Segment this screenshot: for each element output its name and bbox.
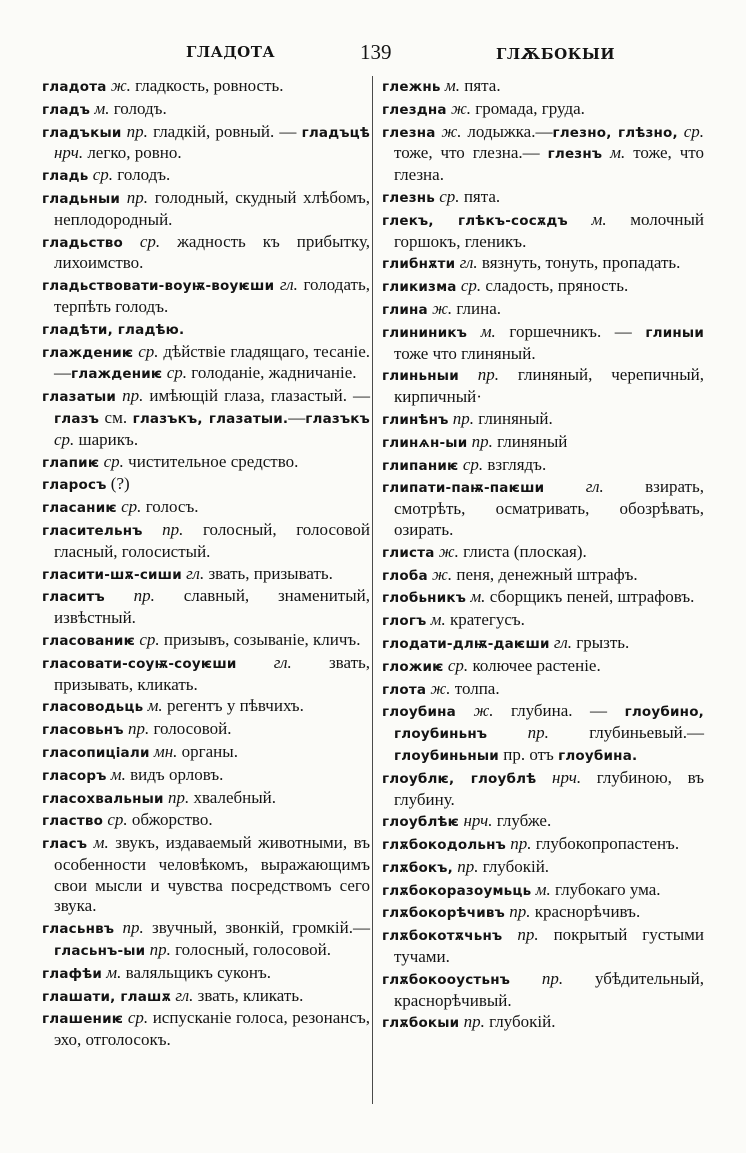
definition-text: тоже, что глезна. [394, 143, 704, 185]
grammar-label: ср. [677, 121, 705, 141]
definition-text: тоже что глиняный. [394, 343, 536, 363]
definition-text: испусканіе голоса, резонансъ, эхо, отголосокъ. [54, 1008, 370, 1050]
dictionary-entry [42, 452, 370, 474]
headword: глоубино, глоубиньнъ [394, 704, 704, 743]
definition-text: хвалебный. [189, 787, 277, 807]
headword: гласаниѥ [42, 500, 117, 517]
grammar-label: ж. [427, 564, 453, 584]
headword: гласитъ [42, 589, 105, 606]
dictionary-entry [42, 986, 370, 1008]
definition-text: громада, груда. [471, 98, 585, 118]
definition-text: голосовой. [149, 719, 232, 739]
grammar-label: пр. [506, 834, 532, 854]
dictionary-entry [42, 918, 370, 962]
definition-text: грызть. [571, 632, 630, 652]
grammar-label: гл. [274, 275, 298, 295]
headword: гласьнъ-ыи [54, 943, 146, 960]
dictionary-entry [382, 299, 704, 321]
headword: гладьныи [42, 190, 121, 207]
headword: глѫбокодольнъ [382, 837, 507, 854]
dictionary-entry [42, 497, 370, 519]
headword: глазъкъ, глазатыи. [132, 410, 289, 427]
headword: глипати-паѭ-паѥши [382, 480, 545, 497]
grammar-label: гл. [549, 632, 572, 652]
headword: гладъкыи [42, 124, 122, 141]
grammar-label: пр. [114, 918, 144, 938]
grammar-label: пр. [142, 519, 184, 539]
definition-text: гладкій, ровный. — [147, 121, 302, 141]
dictionary-entry [382, 322, 704, 365]
headword: гладь [42, 168, 89, 185]
definition-text: голодный, скудный хлѣбомъ, неплодородный. [54, 187, 371, 229]
dictionary-entry [382, 633, 704, 655]
headword: глезнъ [547, 146, 603, 163]
grammar-label: гл. [236, 652, 292, 672]
dictionary-entry [382, 409, 704, 431]
headword: гласительнъ [42, 522, 143, 539]
grammar-label: пр. [458, 365, 499, 385]
grammar-label: пр. [452, 856, 479, 876]
dictionary-entry [382, 610, 704, 632]
definition-text: гладкость, ровность. [130, 76, 284, 95]
grammar-label: ср. [435, 186, 460, 206]
definition-text: глубже. [492, 811, 552, 831]
grammar-label: пр. [467, 431, 493, 451]
grammar-label: ж. [435, 121, 462, 141]
definition-text: регентъ у пѣвчихъ. [162, 696, 304, 716]
headword: гласохвальныи [42, 790, 164, 807]
grammar-label: пр. [487, 723, 549, 743]
dictionary-entry [42, 653, 370, 696]
grammar-label: м. [567, 209, 607, 229]
dictionary-entry [42, 833, 370, 917]
definition-text: звать, призывать. [204, 563, 333, 583]
headword: глипаниѥ [382, 457, 459, 474]
definition-text: краснорѣчивъ. [530, 902, 641, 922]
grammar-label: нрч. [459, 811, 493, 831]
headword: глездна [382, 101, 447, 118]
grammar-label: м. [466, 587, 486, 607]
definition-text: вязнуть, тонуть, пропадать. [477, 253, 681, 273]
dictionary-entry [42, 520, 370, 563]
headword: глашати, глашѫ [42, 988, 172, 1005]
headword: гларосъ [42, 477, 107, 494]
grammar-label: нрч. [54, 143, 84, 163]
definition-text: — [288, 407, 306, 427]
dictionary-entry [382, 76, 704, 98]
grammar-label: ср. [122, 231, 161, 251]
dictionary-entry [382, 701, 704, 766]
dictionary-entry [42, 742, 370, 764]
running-head [0, 40, 746, 70]
definition-text: голосный, голосовой гласный, голосистый. [54, 519, 370, 561]
headword: глиста [382, 544, 435, 561]
definition-text: горшечникъ. — [495, 321, 646, 341]
running-head-right: ГЛѪБОКЫИ [496, 45, 616, 63]
page-number: 139 [360, 40, 392, 64]
headword: гладьствовати-воуѭ-воуѥши [42, 278, 275, 295]
dictionary-entry [382, 679, 704, 701]
definition-text: глубина. — [493, 701, 625, 721]
headword: глибнѫти [382, 256, 456, 273]
dictionary-entry [382, 477, 704, 540]
dictionary-entry [382, 969, 704, 1012]
definition-text: пеня, денежный штрафъ. [452, 564, 638, 584]
left-column [42, 76, 370, 1052]
dictionary-entry [42, 765, 370, 787]
dictionary-entry [42, 810, 370, 832]
definition-text: шарикъ. [74, 429, 139, 449]
headword: глиньныи [382, 368, 459, 385]
grammar-label: пр. [121, 121, 148, 141]
definition-text: голосный, голосовой. [170, 940, 332, 960]
headword: глоубина. [558, 747, 638, 764]
column-divider [372, 76, 373, 1104]
dictionary-entry [42, 342, 370, 386]
definition-text: покрытый густыми тучами. [394, 925, 704, 967]
headword: глезнь [382, 189, 436, 206]
grammar-label: пр. [104, 586, 155, 606]
grammar-label: ж. [434, 541, 459, 561]
definition-text: взглядъ. [483, 454, 547, 474]
definition-text: легко, ровно. [83, 143, 182, 163]
definition-text: голосъ. [141, 497, 199, 517]
headword: гложиѥ [382, 658, 444, 675]
grammar-label: м. [531, 879, 551, 899]
headword: глота [382, 681, 427, 698]
definition-text: звать, призывать, кликать. [54, 652, 371, 694]
dictionary-entry [382, 880, 704, 902]
definition-text: тоже, что глезна.— [394, 143, 548, 163]
definition-text: жадность къ прибытку, лихоимство. [54, 231, 370, 273]
definition-text: (?) [106, 474, 130, 494]
dictionary-entry [382, 187, 704, 209]
dictionary-entry [382, 925, 704, 968]
headword: глѫбокъ, [382, 859, 453, 876]
grammar-label: м. [467, 321, 496, 341]
grammar-label: ср. [162, 363, 188, 383]
dictionary-entry [382, 834, 704, 856]
definition-text: славный, знаменитый, извѣстный. [54, 586, 370, 628]
grammar-label: ср. [88, 165, 114, 185]
running-head-left: ГЛАДОТА [186, 43, 276, 61]
grammar-label: пр. [163, 787, 190, 807]
definition-text: валяльщикъ суконъ. [121, 962, 272, 982]
headword: глѫбокыи [382, 1015, 460, 1032]
grammar-label: ж. [427, 298, 453, 318]
headword: глѫбокотѫчьнъ [382, 928, 503, 945]
grammar-label: м. [602, 143, 626, 163]
headword: гласъ [42, 836, 88, 853]
dictionary-entry [42, 564, 370, 586]
dictionary-entry [382, 276, 704, 298]
grammar-label: м. [90, 98, 110, 118]
headword: гласоръ [42, 767, 107, 784]
grammar-label: пр. [120, 187, 149, 207]
headword: гласьнвъ [42, 921, 115, 938]
definition-text: толпа. [450, 678, 500, 698]
headword: глинѣнъ [382, 411, 449, 428]
definition-text: звать, кликать. [193, 985, 304, 1005]
headword: глоублѣѥ [382, 814, 460, 831]
headword: гласовати-соуѭ-соуѥши [42, 655, 237, 672]
definition-text: лодыжка.— [461, 121, 553, 141]
dictionary-entry [42, 99, 370, 121]
headword: глоба [382, 567, 428, 584]
definition-text: колючее растеніе. [468, 655, 601, 675]
headword: глашениѥ [42, 1011, 124, 1028]
definition-text: пр. отъ [498, 744, 559, 764]
headword: глафѣи [42, 965, 103, 982]
grammar-label: ср. [456, 276, 482, 296]
dictionary-entry [42, 963, 370, 985]
right-column [382, 76, 704, 1035]
dictionary-entry [382, 857, 704, 879]
grammar-label: м. [440, 76, 460, 95]
grammar-label: пр. [123, 719, 150, 739]
definition-text: убѣдительный, краснорѣчивый. [394, 968, 704, 1010]
grammar-label: ср. [103, 810, 128, 830]
headword: гласити-шѫ-сиши [42, 566, 182, 583]
definition-text: молочный горшокъ, гленикъ. [394, 209, 704, 251]
definition-text: глубокаго ума. [550, 879, 661, 899]
definition-text: глиняный, черепичный, кирпичный· [394, 365, 704, 407]
definition-text: глубокій. [478, 856, 550, 876]
headword: глиныи [645, 324, 704, 341]
grammar-label: ср. [116, 497, 142, 517]
definition-text: обжорство. [127, 810, 213, 830]
dictionary-entry [382, 253, 704, 275]
grammar-label: ср. [443, 655, 469, 675]
grammar-label: ср. [99, 451, 124, 471]
grammar-label: гл. [455, 253, 478, 273]
grammar-label: м. [87, 833, 109, 853]
definition-text: звучный, звонкій, громкій.— [143, 918, 371, 938]
headword: глапиѥ [42, 454, 100, 471]
definition-text: глубиньевый.— [548, 723, 704, 743]
headword: гласоводьць [42, 699, 144, 716]
headword: гладѣти, гладѣю. [42, 321, 185, 338]
definition-text: видъ орловъ. [125, 764, 224, 784]
grammar-label: пр. [145, 940, 171, 960]
headword: глезна [382, 124, 436, 141]
grammar-label: пр. [502, 925, 539, 945]
definition-text: голодъ. [113, 165, 171, 185]
headword: глезно, глѣзно, [552, 124, 678, 141]
headword: гладота [42, 79, 107, 95]
dictionary-entry [42, 165, 370, 187]
headword: глѫбокорѣчивъ [382, 905, 505, 922]
dictionary-entry [382, 99, 704, 121]
dictionary-entry [382, 542, 704, 564]
definition-text: звукъ, издаваемый животными, въ особенности человѣкомъ, выражающимъ свои мысли и чувства посредствомъ сего звука. [54, 833, 370, 916]
definition-text: глиняный [492, 431, 568, 451]
grammar-label: пр. [116, 386, 144, 406]
headword: гластво [42, 813, 104, 830]
dictionary-entry [382, 565, 704, 587]
grammar-label: ж. [106, 76, 131, 95]
definition-text: глубокій. [484, 1012, 556, 1032]
dictionary-entry [42, 232, 370, 275]
definition-text: пята. [459, 186, 501, 206]
definition-text: глина. [452, 298, 502, 318]
definition-text: голодать, терпѣть голодъ. [54, 275, 370, 316]
headword: глоублѥ, глоублѣ [382, 770, 537, 787]
definition-text: глубокопропастенъ. [531, 834, 680, 854]
headword: глѫбокооустьнъ [382, 971, 511, 988]
definition-text: см. [99, 407, 133, 427]
grammar-label: гл. [181, 563, 205, 583]
definition-text: глиста (плоская). [458, 541, 587, 561]
grammar-label: нрч. [536, 767, 582, 787]
headword: глежнь [382, 79, 441, 95]
dictionary-entry [382, 1012, 704, 1034]
headword: гладъ [42, 101, 91, 118]
dictionary-entry [42, 275, 370, 318]
dictionary-entry [42, 696, 370, 718]
headword: глобьникъ [382, 590, 467, 607]
definition-text: имѣющій глаза, глазастый. — [143, 386, 370, 406]
headword: гласованиѥ [42, 632, 136, 649]
grammar-label: м. [426, 610, 446, 630]
dictionary-entry [382, 432, 704, 454]
dictionary-entry [382, 210, 704, 253]
dictionary-entry [42, 76, 370, 98]
grammar-label: ж. [455, 701, 494, 721]
definition-text: голодъ. [109, 98, 167, 118]
definition-text: призывъ, созываніе, кличъ. [159, 629, 361, 649]
headword: гласопиціали [42, 744, 150, 761]
grammar-label: гл. [171, 985, 194, 1005]
grammar-label: м. [102, 962, 122, 982]
dictionary-entry [382, 768, 704, 811]
headword: глекъ, глѣкъ-сосѫдъ [382, 212, 568, 229]
grammar-label: пр. [448, 408, 475, 428]
grammar-label: ср. [123, 1008, 149, 1028]
grammar-label: ср. [135, 629, 160, 649]
headword: гладьство [42, 234, 123, 251]
headword: глина [382, 301, 428, 318]
grammar-label: м. [106, 764, 126, 784]
definition-text: дѣйствіе гладящаго, тесаніе.— [54, 341, 370, 383]
dictionary-entry [42, 788, 370, 810]
headword: глазатыи [42, 389, 117, 406]
grammar-label: пр. [510, 968, 564, 988]
dictionary-entry [42, 586, 370, 629]
grammar-label: ср. [133, 341, 159, 361]
grammar-label: ж. [426, 678, 451, 698]
headword: глаждениѥ [71, 366, 163, 383]
dictionary-entry [42, 630, 370, 652]
definition-text: чистительное средство. [123, 451, 299, 471]
headword: гликизма [382, 279, 457, 296]
definition-text: органы. [177, 741, 238, 761]
grammar-label: пр. [504, 902, 531, 922]
headword: гласовьнъ [42, 722, 124, 739]
definition-text: глубиною, въ глубину. [394, 767, 704, 809]
headword: глининикъ [382, 324, 468, 341]
definition-text: глиняный. [474, 408, 553, 428]
grammar-label: ср. [54, 429, 75, 449]
dictionary-entry [382, 455, 704, 477]
headword: глаждениѥ [42, 344, 134, 361]
dictionary-entry [42, 719, 370, 741]
headword: глоубина [382, 704, 456, 721]
dictionary-entry [382, 811, 704, 833]
grammar-label: м. [143, 696, 163, 716]
grammar-label: гл. [544, 477, 604, 497]
dictionary-entry [42, 386, 370, 450]
headword: глинѧн-ыи [382, 434, 468, 451]
definition-text: пята. [459, 76, 501, 95]
headword: глѫбокоразоумьць [382, 882, 532, 899]
definition-text: голоданіе, жадничаніе. [187, 363, 357, 383]
definition-text: сборщикъ пеней, штрафовъ. [485, 587, 695, 607]
dictionary-entry [382, 122, 704, 186]
dictionary-entry [382, 656, 704, 678]
dictionary-entry [382, 902, 704, 924]
headword: гладъцѣ [301, 124, 371, 141]
headword: глазъ [54, 410, 100, 427]
headword: глоубиньныи [394, 747, 499, 764]
definition-text: взирать, смотрѣть, осматривать, обозрѣвать, озирать. [394, 477, 704, 539]
headword: глазъкъ [305, 410, 370, 427]
grammar-label: пр. [459, 1012, 485, 1032]
dictionary-entry [382, 365, 704, 408]
headword: глогъ [382, 613, 427, 630]
grammar-label: ср. [458, 454, 484, 474]
definition-text: кратегусъ. [445, 610, 525, 630]
grammar-label: мн. [149, 741, 178, 761]
grammar-label: ж. [446, 98, 472, 118]
dictionary-entry [42, 319, 370, 341]
dictionary-entry [382, 587, 704, 609]
dictionary-entry [42, 188, 370, 231]
dictionary-entry [42, 122, 370, 165]
headword: глодати-длѭ-даѥши [382, 635, 550, 652]
dictionary-entry [42, 474, 370, 496]
definition-text: сладость, пряность. [481, 276, 629, 296]
dictionary-entry [42, 1008, 370, 1051]
